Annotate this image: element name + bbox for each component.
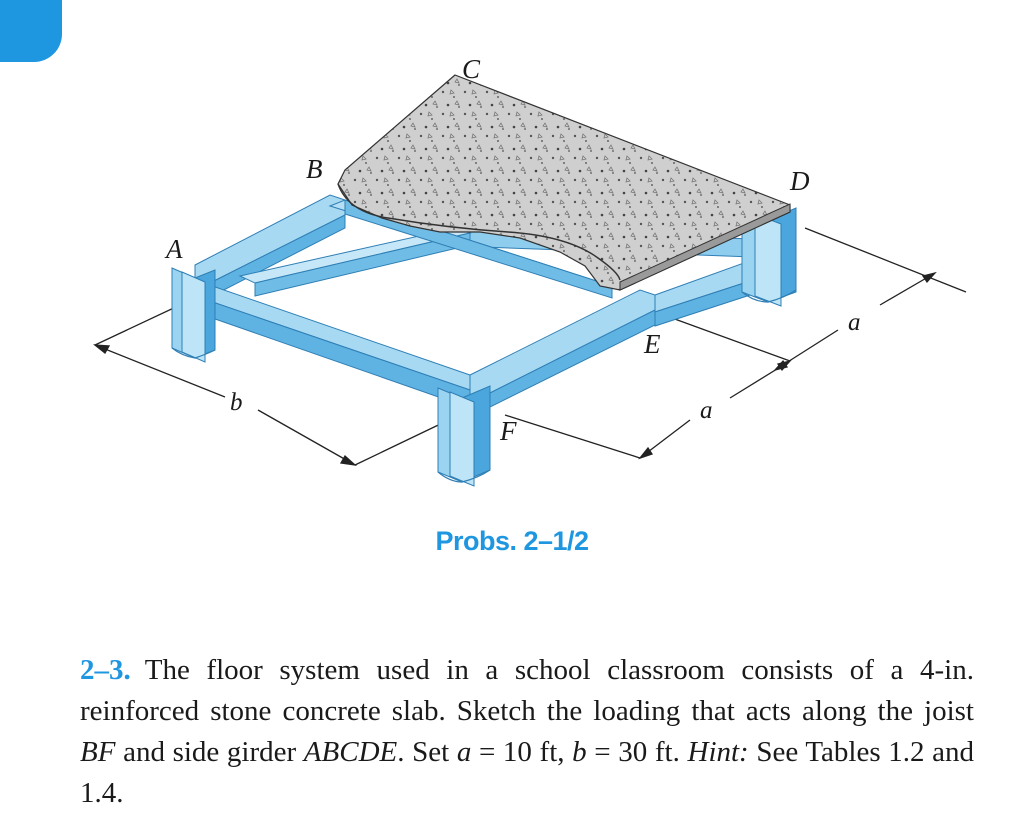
label-b: B (306, 154, 323, 184)
label-d: D (790, 166, 810, 196)
label-e: E (644, 329, 661, 359)
joist-label: BF (80, 736, 116, 768)
problem-text-2: and side girder (115, 736, 304, 768)
problem-text-1: The floor system used in a school classroom consists of a 4-in. reinforced stone concrete slab. Sketch the loading that acts along the joist (80, 654, 974, 727)
hint-label: Hint: (687, 736, 749, 768)
problem-statement (80, 650, 974, 814)
problem-number: 2–3. (80, 654, 131, 686)
column-f (438, 386, 490, 486)
dim-label-a-lower: a (700, 397, 713, 424)
variable-b: b (572, 736, 587, 768)
problem-text-3: . Set (397, 736, 457, 768)
column-a (172, 268, 215, 362)
variable-a: a (456, 736, 472, 768)
problem-text-4: = 10 ft, (471, 736, 573, 768)
figure-caption: Probs. 2–1/2 (435, 526, 589, 556)
dim-label-b: b (230, 389, 243, 416)
label-a: A (166, 234, 183, 264)
hint-text: See Tables 1.2 and 1.4. (80, 736, 974, 809)
girder-label: ABCDE (303, 736, 398, 768)
problem-text-5: = 30 ft. (586, 736, 688, 768)
dim-label-a-upper: a (848, 309, 861, 336)
label-c: C (462, 54, 481, 84)
label-f: F (500, 416, 517, 446)
